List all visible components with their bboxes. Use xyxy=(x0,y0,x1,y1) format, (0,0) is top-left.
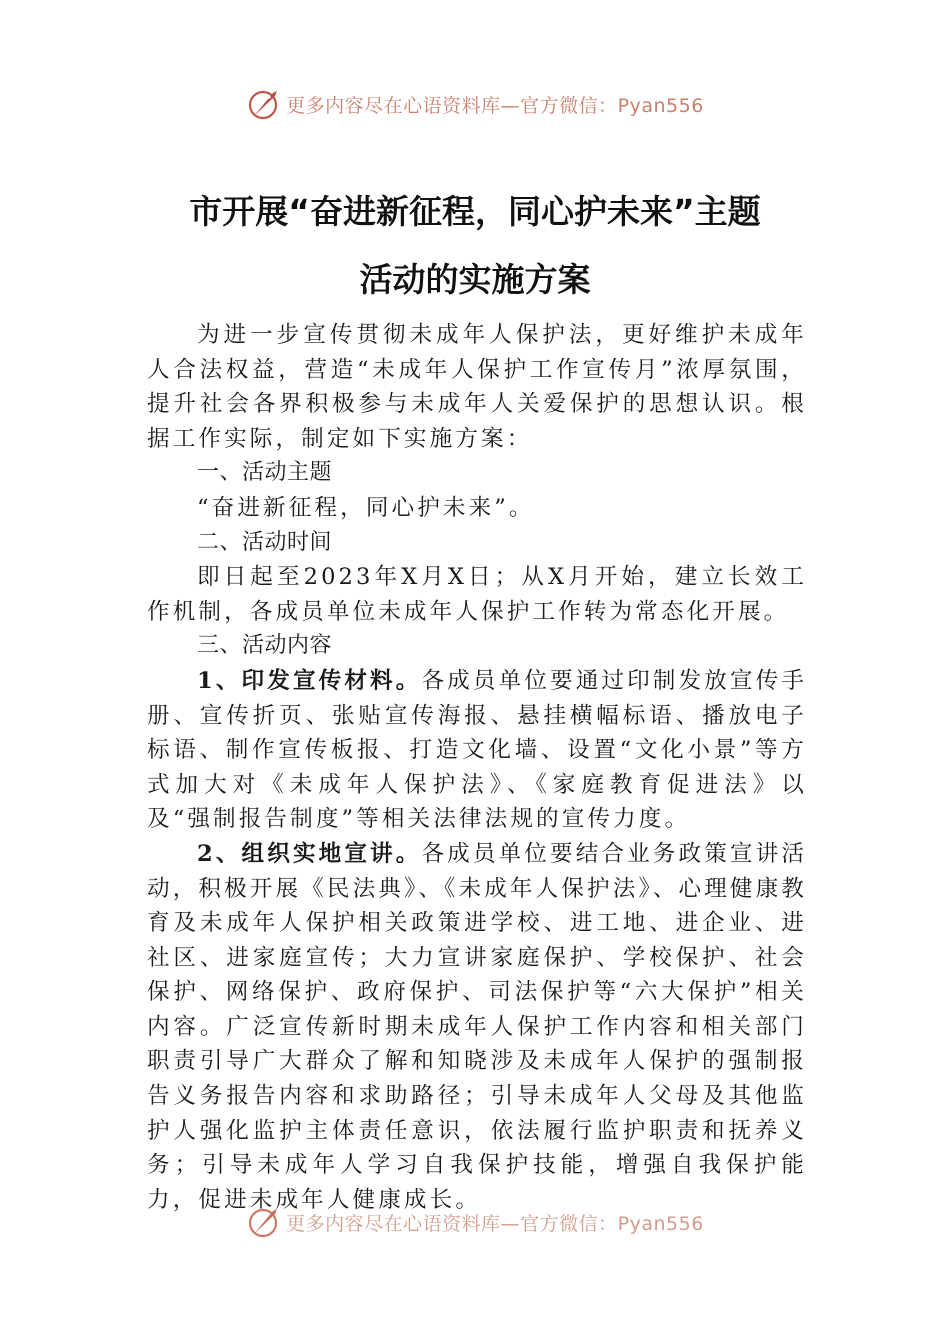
header-watermark-text: 更多内容尽在心语资料库—官方微信：Pyan556 xyxy=(286,94,704,117)
item-1-text: 各成员单位要通过印制发放宣传手册、宣传折页、张贴宣传海报、悬挂横幅标语、播放电子标语、制作宣传板报、打造文化墙、设置“文化小景”等方式加大对《未成年人保护法》、《家庭教育促进法》以及“强制报告制度”等相关法律法规的宣传力度。 xyxy=(147,667,808,833)
document-title-line1: 市开展“奋进新征程，同心护未来”主题 xyxy=(189,192,761,231)
document-title-line2: 活动的实施方案 xyxy=(359,260,591,299)
header-watermark xyxy=(0,84,950,124)
document-body xyxy=(147,318,807,1217)
quill-logo-icon xyxy=(246,86,282,122)
section-heading-content: 三、活动内容 xyxy=(197,633,333,659)
item-1-lead: 1、印发宣传材料。 xyxy=(197,667,422,694)
section-heading-theme: 一、活动主题 xyxy=(197,460,333,486)
time-text: 即日起至2023年X月X日；从X月开始，建立长效工作机制，各成员单位未成年人保护工作转为常态化开展。 xyxy=(147,564,807,625)
theme-text: “奋进新征程，同心护未来”。 xyxy=(197,494,535,521)
quill-logo-icon xyxy=(246,1204,282,1240)
intro-paragraph: 为进一步宣传贯彻未成年人保护法，更好维护未成年人合法权益，营造“未成年人保护工作宣传月”浓厚氛围，提升社会各界积极参与未成年人关爱保护的思想认识。根据工作实际，制定如下实施方案： xyxy=(147,322,807,452)
section-heading-time: 二、活动时间 xyxy=(197,529,333,555)
footer-watermark xyxy=(0,1204,950,1240)
item-2-lead: 2、组织实地宣讲。 xyxy=(197,840,422,867)
footer-watermark-text: 更多内容尽在心语资料库—官方微信：Pyan556 xyxy=(286,1212,704,1235)
content-item-2 xyxy=(147,837,807,1218)
content-item-1 xyxy=(147,664,807,837)
item-2-text: 各成员单位要结合业务政策宣讲活动，积极开展《民法典》、《未成年人保护法》、心理健康教育及未成年人保护相关政策进学校、进工地、进企业、进社区、进家庭宣传；大力宣讲家庭保护、学校保护、社会保护、网络保护、政府保护、司法保护等“六大保护”相关内容。广泛宣传新时期未成年人保护工作内容和相关部门职责引导广大群众了解和知晓涉及未成年人保护的强制报告义务报告内容和求助路径；引导未成年人父母及其他监护人强化监护主体责任意识，依法履行监护职责和抚养义务；引导未成年人学习自我保护技能，增强自我保护能力，促进未成年人健康成长。 xyxy=(147,840,808,1213)
